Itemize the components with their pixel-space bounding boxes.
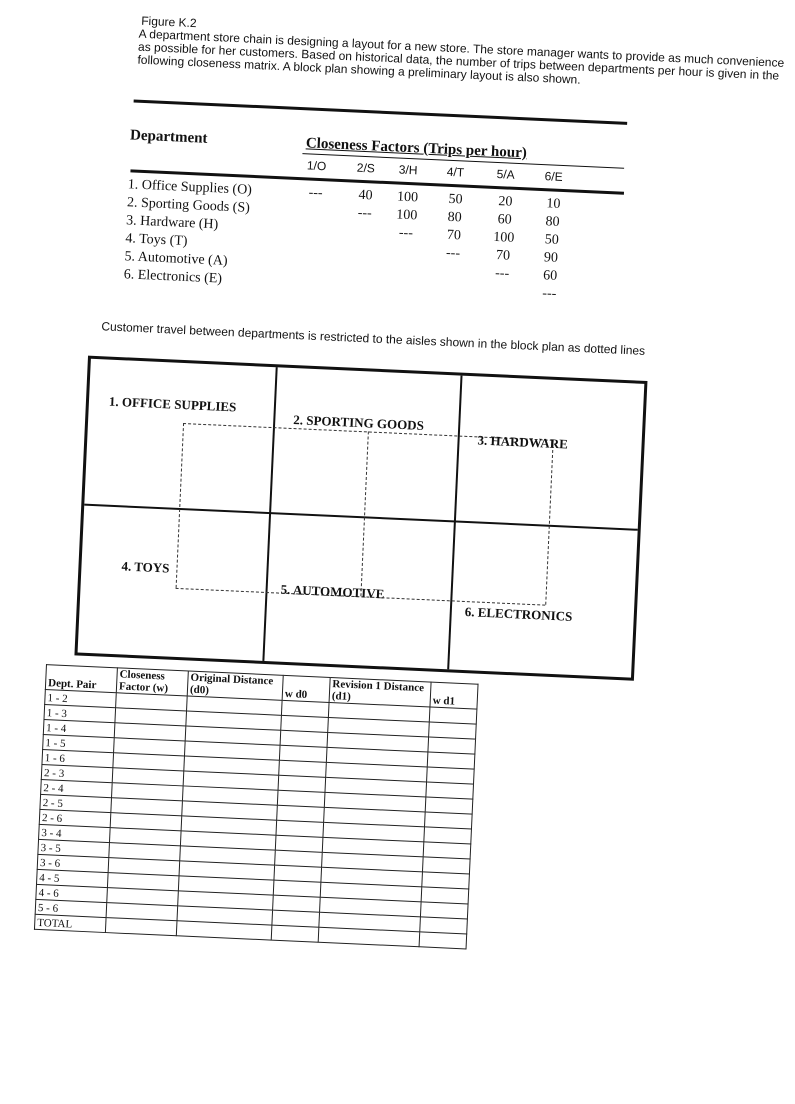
column-header: 4/T xyxy=(446,164,465,180)
closeness-value: 100 xyxy=(396,189,419,206)
block-hardware: 3. HARDWARE xyxy=(477,432,569,452)
department-row-label: 6. Electronics (E) xyxy=(123,267,223,287)
row-label: 1 - 5 xyxy=(43,735,115,753)
header-revision-distance: Revision 1 Distance (d1) xyxy=(329,677,431,707)
entry-cell[interactable] xyxy=(176,921,272,940)
header-dept-pair: Dept. Pair xyxy=(45,665,117,693)
closeness-factors-header: Closeness Factors (Trips per hour) xyxy=(305,135,528,162)
closeness-value: 10 xyxy=(546,196,561,212)
closeness-value: 100 xyxy=(492,229,515,246)
aisle-middle xyxy=(360,431,368,596)
intro-paragraph: A department store chain is designing a layout for a new store. The store manager wants to provide as much convenience as possible for her customers. Based on historical data, the number of trips between departments per hour is given in the following closeness matrix. A block plan showing a preliminary layout is also shown. xyxy=(137,26,785,87)
row-label: 4 - 6 xyxy=(36,884,108,902)
closeness-value: 70 xyxy=(446,227,462,244)
department-row-label: 5. Automotive (A) xyxy=(124,249,228,269)
closeness-value: 20 xyxy=(498,194,513,210)
closeness-value: --- xyxy=(398,225,414,242)
worksheet-body xyxy=(34,690,476,949)
row-label: 4 - 5 xyxy=(37,869,109,887)
closeness-value: 50 xyxy=(448,191,463,208)
column-header: 2/S xyxy=(356,160,376,176)
header-w-d0: w d0 xyxy=(282,675,330,702)
closeness-value: 80 xyxy=(545,214,560,230)
column-header: 5/A xyxy=(496,167,516,182)
block-plan xyxy=(74,356,647,681)
closeness-value: --- xyxy=(308,185,323,202)
block-automotive: 5. AUTOMOTIVE xyxy=(280,581,385,602)
entry-cell[interactable] xyxy=(419,932,467,949)
row-label: 5 - 6 xyxy=(35,899,107,917)
closeness-value: 40 xyxy=(358,187,373,204)
row-label: 1 - 4 xyxy=(43,720,115,738)
closeness-value: 60 xyxy=(497,212,512,228)
figure-label: Figure K.2 xyxy=(140,13,197,31)
closeness-value: 70 xyxy=(495,248,511,264)
closeness-value: 50 xyxy=(544,232,560,248)
header-w-d1: w d1 xyxy=(430,682,478,709)
block-electronics: 6. ELECTRONICS xyxy=(464,604,573,624)
row-label: 2 - 3 xyxy=(41,764,113,782)
row-label: 2 - 4 xyxy=(41,779,113,797)
department-header: Department xyxy=(129,127,208,147)
block-divider-horizontal xyxy=(84,504,638,531)
department-row-label: 1. Office Supplies (O) xyxy=(127,177,253,198)
department-row-label: 3. Hardware (H) xyxy=(125,213,219,233)
aisle-right xyxy=(545,440,553,605)
closeness-value: 100 xyxy=(395,207,418,224)
row-label: 2 - 6 xyxy=(39,809,111,827)
row-label: 1 - 3 xyxy=(44,705,116,723)
row-label: 1 - 2 xyxy=(45,690,117,708)
closeness-value: --- xyxy=(445,245,461,262)
entry-cell[interactable] xyxy=(105,918,177,936)
row-label: 3 - 5 xyxy=(38,839,110,857)
header-closeness-factor: Closeness Factor (w) xyxy=(116,668,188,696)
closeness-value: --- xyxy=(357,205,373,222)
column-header: 3/H xyxy=(398,162,418,178)
travel-note: Customer travel between departments is restricted to the aisles shown in the block plan as dotted lines xyxy=(101,319,646,358)
closeness-value: 80 xyxy=(447,209,463,226)
block-office-supplies: 1. OFFICE SUPPLIES xyxy=(108,393,237,415)
row-label: TOTAL xyxy=(34,914,106,932)
closeness-value: 60 xyxy=(542,268,558,284)
entry-cell[interactable] xyxy=(271,925,319,942)
row-label: 3 - 4 xyxy=(39,824,111,842)
row-label: 1 - 6 xyxy=(42,750,114,768)
closeness-value: 90 xyxy=(543,250,559,266)
row-label: 3 - 6 xyxy=(37,854,109,872)
block-toys: 4. TOYS xyxy=(121,558,170,576)
table-top-rule xyxy=(134,99,628,124)
worksheet-table xyxy=(34,664,479,949)
department-row-label: 4. Toys (T) xyxy=(125,231,188,250)
closeness-value: --- xyxy=(541,286,557,302)
column-header: 6/E xyxy=(544,169,563,184)
block-sporting-goods: 2. SPORTING GOODS xyxy=(293,412,425,433)
column-header: 1/O xyxy=(306,158,327,174)
closeness-value: --- xyxy=(494,266,510,282)
row-label: 2 - 5 xyxy=(40,794,112,812)
aisle-left xyxy=(176,423,184,588)
department-row-label: 2. Sporting Goods (S) xyxy=(126,195,251,216)
entry-cell[interactable] xyxy=(318,927,420,947)
header-original-distance: Original Distance (d0) xyxy=(187,671,283,700)
